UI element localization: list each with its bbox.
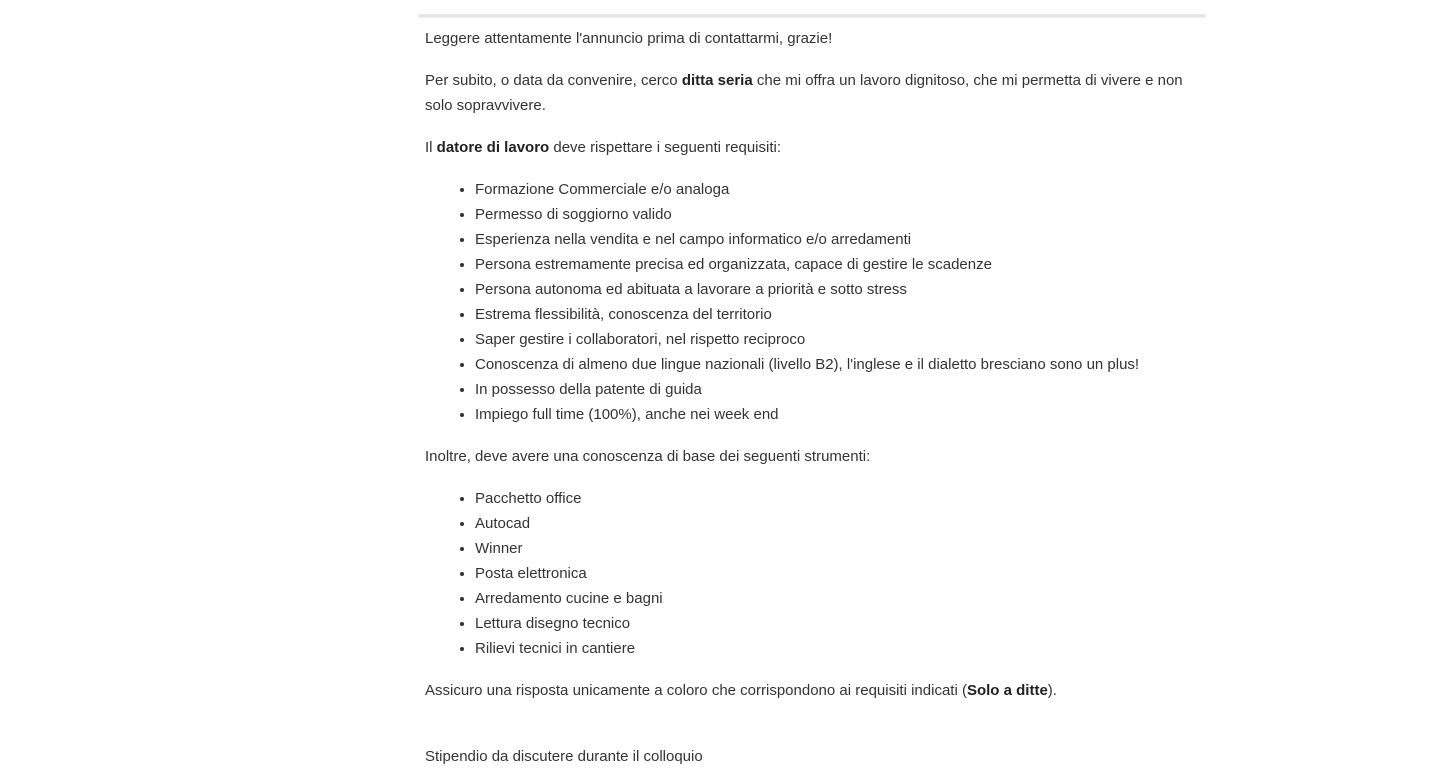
requirement-item: • Saper gestire i collaboratori, nel rispetto reciproco: [475, 327, 1205, 352]
response-text-start: Assicuro una risposta unicamente a coloro che corrispondono ai requisiti indicati (: [425, 682, 967, 699]
tools-list: [425, 486, 1205, 661]
requirements-intro-end: deve rispettare i seguenti requisiti:: [549, 139, 781, 156]
requirements-intro: [425, 135, 1205, 160]
requirement-item: • Esperienza nella vendita e nel campo informatico e/o arredamenti: [475, 227, 1205, 252]
tools-intro: Inoltre, deve avere una conoscenza di base dei seguenti strumenti:: [425, 448, 871, 465]
requirement-item: • Impiego full time (100%), anche nei week end: [475, 402, 1205, 427]
requirement-item: • Conoscenza di almeno due lingue nazionali (livello B2), l'inglese e il dialetto bresciano sono un plus!: [475, 352, 1205, 377]
requirements-list: [425, 177, 1205, 427]
response-paragraph: [425, 678, 1205, 703]
tool-item: • Lettura disegno tecnico: [475, 611, 1205, 636]
header-divider: [418, 14, 1206, 17]
requirements-intro-start: Il: [425, 139, 437, 156]
availability-paragraph: [425, 68, 1205, 118]
requirement-item: • Persona estremamente precisa ed organizzata, capace di gestire le scadenze: [475, 252, 1205, 277]
tool-item: • Pacchetto office: [475, 486, 1205, 511]
availability-text-end: che mi offra un lavoro dignitoso, che mi permetta di vivere e non solo sopravvivere.: [425, 72, 1183, 114]
intro-paragraph: Leggere attentamente l'annuncio prima di contattarmi, grazie!: [425, 30, 833, 47]
salary-paragraph-cut: Stipendio da discutere durante il colloquio: [425, 748, 703, 765]
ad-body: [425, 26, 1205, 720]
availability-text-start: Per subito, o data da convenire, cerco: [425, 72, 682, 89]
requirement-item: • Estrema flessibilità, conoscenza del territorio: [475, 302, 1205, 327]
tool-item: • Posta elettronica: [475, 561, 1205, 586]
requirement-item: • Persona autonoma ed abituata a lavorare a priorità e sotto stress: [475, 277, 1205, 302]
requirement-item: • Permesso di soggiorno valido: [475, 202, 1205, 227]
requirement-item: • Formazione Commerciale e/o analoga: [475, 177, 1205, 202]
requirements-intro-bold: datore di lavoro: [436, 139, 550, 156]
response-bold: Solo a ditte: [966, 682, 1048, 699]
availability-bold: ditta seria: [681, 72, 753, 89]
requirement-item: • In possesso della patente di guida: [475, 377, 1205, 402]
tool-item: • Autocad: [475, 511, 1205, 536]
tool-item: • Rilievi tecnici in cantiere: [475, 636, 1205, 661]
tool-item: • Winner: [475, 536, 1205, 561]
tool-item: • Arredamento cucine e bagni: [475, 586, 1205, 611]
response-text-end: ).: [1047, 682, 1057, 699]
